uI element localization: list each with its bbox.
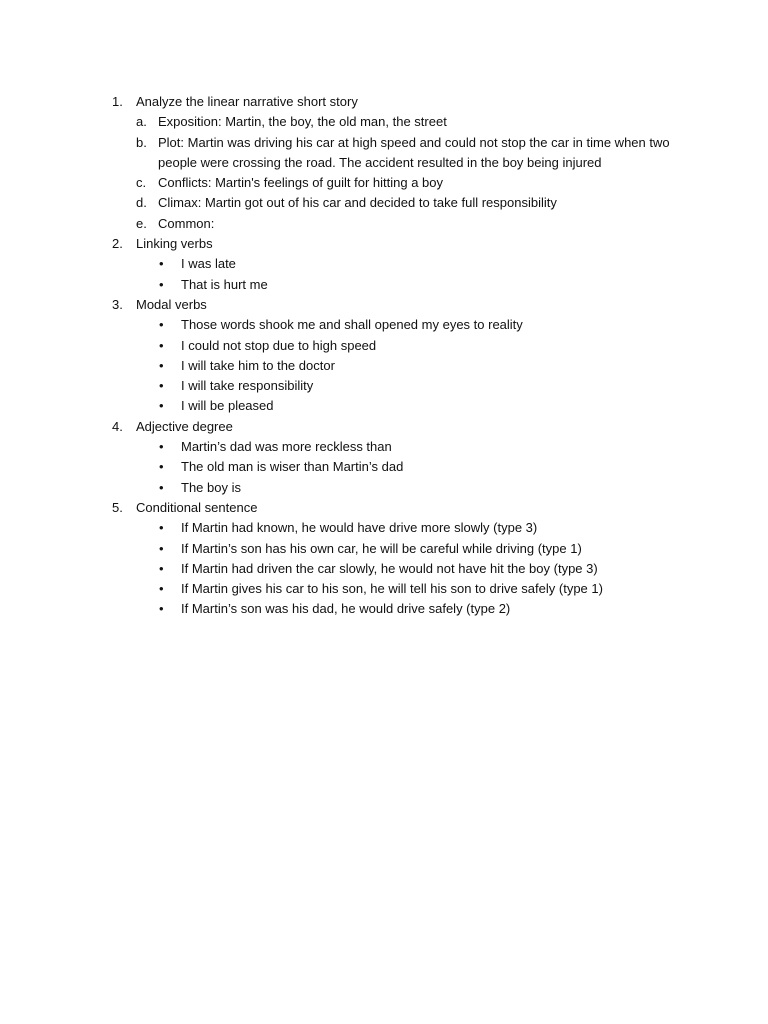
bullet-item xyxy=(112,559,672,579)
subitem-text: Conflicts: Martin's feelings of guilt for hitting a boy xyxy=(158,175,444,191)
bullet-text: If Martin’s son has his own car, he will be careful while driving (type 1) xyxy=(181,540,582,556)
item-number: 5. xyxy=(112,499,123,515)
bullet-text: If Martin had driven the car slowly, he would not have hit the boy (type 3) xyxy=(181,560,598,576)
bullet-icon: • xyxy=(159,276,164,292)
item-text: Analyze the linear narrative short story xyxy=(136,94,358,109)
outline-item-3 xyxy=(112,295,672,315)
bullet-text: Those words shook me and shall opened my eyes to reality xyxy=(181,317,523,333)
bullet-text: Martin’s dad was more reckless than xyxy=(181,439,392,455)
bullet-item xyxy=(112,376,672,396)
subitem-letter: a. xyxy=(136,114,147,130)
subitem-text: Plot: Martin was driving his car at high speed and could not stop the car in time when two people were crossing the road. The accident resulted in the boy being injured xyxy=(158,134,670,170)
bullet-icon: • xyxy=(159,317,164,333)
bullet-text: I will take him to the doctor xyxy=(181,357,335,373)
bullet-item xyxy=(112,336,672,356)
bullet-icon: • xyxy=(159,459,164,475)
bullet-text: The old man is wiser than Martin’s dad xyxy=(181,459,404,475)
bullet-icon: • xyxy=(159,601,164,617)
item-number: 4. xyxy=(112,418,123,434)
bullet-item xyxy=(112,478,672,498)
bullet-text: If Martin’s son was his dad, he would drive safely (type 2) xyxy=(181,601,511,617)
subitem-letter: e. xyxy=(136,215,147,231)
outline-item-2 xyxy=(112,234,672,254)
bullet-item xyxy=(112,275,672,295)
bullet-icon: • xyxy=(159,256,164,272)
bullet-icon: • xyxy=(159,357,164,373)
bullet-text: The boy is xyxy=(181,479,241,495)
bullet-text: I could not stop due to high speed xyxy=(181,337,377,353)
item-number: 1. xyxy=(112,94,123,109)
bullet-item xyxy=(112,518,672,538)
outline-item-5 xyxy=(112,498,672,518)
item-text: Modal verbs xyxy=(136,296,207,312)
bullet-icon: • xyxy=(159,439,164,455)
subitem-letter: c. xyxy=(136,175,147,191)
bullet-icon: • xyxy=(159,581,164,597)
bullet-item xyxy=(112,356,672,376)
bullet-item xyxy=(112,457,672,477)
subitem-text: Exposition: Martin, the boy, the old man, the street xyxy=(158,114,447,130)
outline-list xyxy=(112,92,672,620)
subitem-text: Climax: Martin got out of his car and decided to take full responsibility xyxy=(158,195,557,211)
bullet-text: I was late xyxy=(181,256,236,272)
bullet-item xyxy=(112,315,672,335)
subitem-1d xyxy=(112,193,672,213)
bullet-icon: • xyxy=(159,337,164,353)
bullet-text: That is hurt me xyxy=(181,276,268,292)
subitem-1c xyxy=(112,173,672,193)
subitem-text: Common: xyxy=(158,215,215,231)
bullet-item xyxy=(112,599,672,619)
item-text: Linking verbs xyxy=(136,236,213,252)
subitem-letter: b. xyxy=(136,134,147,150)
bullet-text: If Martin gives his car to his son, he will tell his son to drive safely (type 1) xyxy=(181,581,603,597)
subitem-1a xyxy=(112,112,672,132)
bullet-text: I will be pleased xyxy=(181,398,274,414)
bullet-item xyxy=(112,579,672,599)
bullet-item xyxy=(112,254,672,274)
bullet-text: I will take responsibility xyxy=(181,378,314,394)
bullet-icon: • xyxy=(159,520,164,536)
bullet-item xyxy=(112,437,672,457)
subitem-1e xyxy=(112,214,672,234)
bullet-icon: • xyxy=(159,398,164,414)
bullet-icon: • xyxy=(159,560,164,576)
bullet-item xyxy=(112,539,672,559)
subitem-letter: d. xyxy=(136,195,147,211)
outline-item-1 xyxy=(112,92,672,112)
bullet-item xyxy=(112,396,672,416)
bullet-text: If Martin had known, he would have drive more slowly (type 3) xyxy=(181,520,538,536)
bullet-icon: • xyxy=(159,540,164,556)
subitem-1b xyxy=(112,133,672,174)
bullet-icon: • xyxy=(159,479,164,495)
item-number: 3. xyxy=(112,296,123,312)
item-text: Conditional sentence xyxy=(136,499,258,515)
outline-item-4 xyxy=(112,417,672,437)
bullet-icon: • xyxy=(159,378,164,394)
item-text: Adjective degree xyxy=(136,418,233,434)
item-number: 2. xyxy=(112,236,123,252)
